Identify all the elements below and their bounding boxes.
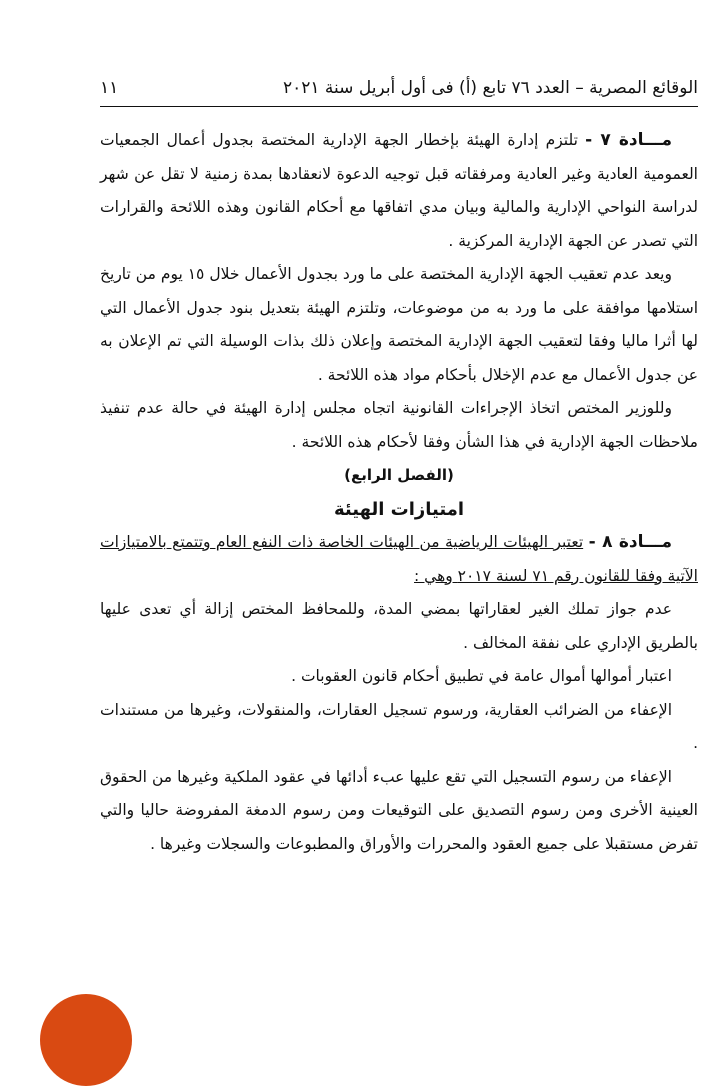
privilege-item: اعتبار أموالها أموال عامة في تطبيق أحكام قانون العقوبات . [291, 667, 672, 685]
article-7-paragraph-2: ويعد عدم تعقيب الجهة الإدارية المختصة على ما ورد بجدول الأعمال خلال ١٥ يوم من تاريخ استلامها موافقة على ما ورد به من موضوعات، وتلتزم الهيئة بتعديل بنود جدول الأعمال التي لها أثرا ماليا وفقا لتعقيب الجهة الإدارية المختصة وإعلان ذلك بذات الوسيلة التي تم الإعلان به عن جدول الأعمال مع عدم الإخلال بأحكام مواد هذه اللائحة . [100, 265, 698, 384]
chapter-heading: (الفصل الرابع) [344, 466, 454, 484]
article-7-label: مـــادة ٧ - [585, 130, 672, 150]
article-8-text: تعتبر الهيئات الرياضية من الهيئات الخاصة ذات النفع العام وتتمتع بالامتيازات الآتية وفقا للقانون رقم ٧١ لسنة ٢٠١٧ وهي : [100, 533, 698, 585]
page-header [100, 72, 698, 104]
article-7-paragraph-1 [100, 124, 698, 258]
corner-circle-mark [40, 994, 132, 1086]
document-body [100, 124, 698, 861]
privilege-item: الإعفاء من رسوم التسجيل التي تقع عليها عبء أدائها في عقود الملكية وغيرها من الحقوق العينية الأخرى ومن رسوم التصديق على التوقيعات ومن رسوم الدمغة المفروضة حاليا والتي تفرض مستقبلا على جميع العقود والمحررات والأوراق والمطبوعات والسجلات وغيرها . [100, 767, 698, 853]
header-title: الوقائع المصرية – العدد ٧٦ تابع (أ) فى أول أبريل سنة ٢٠٢١ [283, 78, 698, 98]
article-8-intro [100, 526, 698, 593]
privilege-item: عدم جواز تملك الغير لعقاراتها بمضي المدة، وللمحافظ المختص إزالة أي تعدى عليها بالطريق الإداري على نفقة المخالف . [100, 600, 698, 652]
chapter-title: امتيازات الهيئة [333, 498, 465, 520]
article-8-label: مـــادة ٨ - [588, 532, 672, 552]
article-7-text: تلتزم إدارة الهيئة بإخطار الجهة الإدارية المختصة بجدول أعمال الجمعيات العمومية العادية وغير العادية ومرفقاته قبل توجيه الدعوة لانعقادها بمدة زمنية لا تقل عن شهر لدراسة النواحي الإدارية والمالية وبيان مدي اتفاقها مع أحكام القانون وهذه اللائحة والقرارات التي تصدر عن الجهة الإدارية المركزية . [100, 131, 698, 250]
page-number: ١١ [100, 78, 119, 98]
privilege-item: الإعفاء من الضرائب العقارية، ورسوم تسجيل العقارات، والمنقولات، وغيرها من مستندات . [100, 700, 698, 752]
article-7-paragraph-3: وللوزير المختص اتخاذ الإجراءات القانونية اتجاه مجلس إدارة الهيئة في حالة عدم تنفيذ ملاحظات الجهة الإدارية في هذا الشأن وفقا لأحكام هذه اللائحة . [100, 399, 698, 451]
header-rule [100, 106, 698, 107]
